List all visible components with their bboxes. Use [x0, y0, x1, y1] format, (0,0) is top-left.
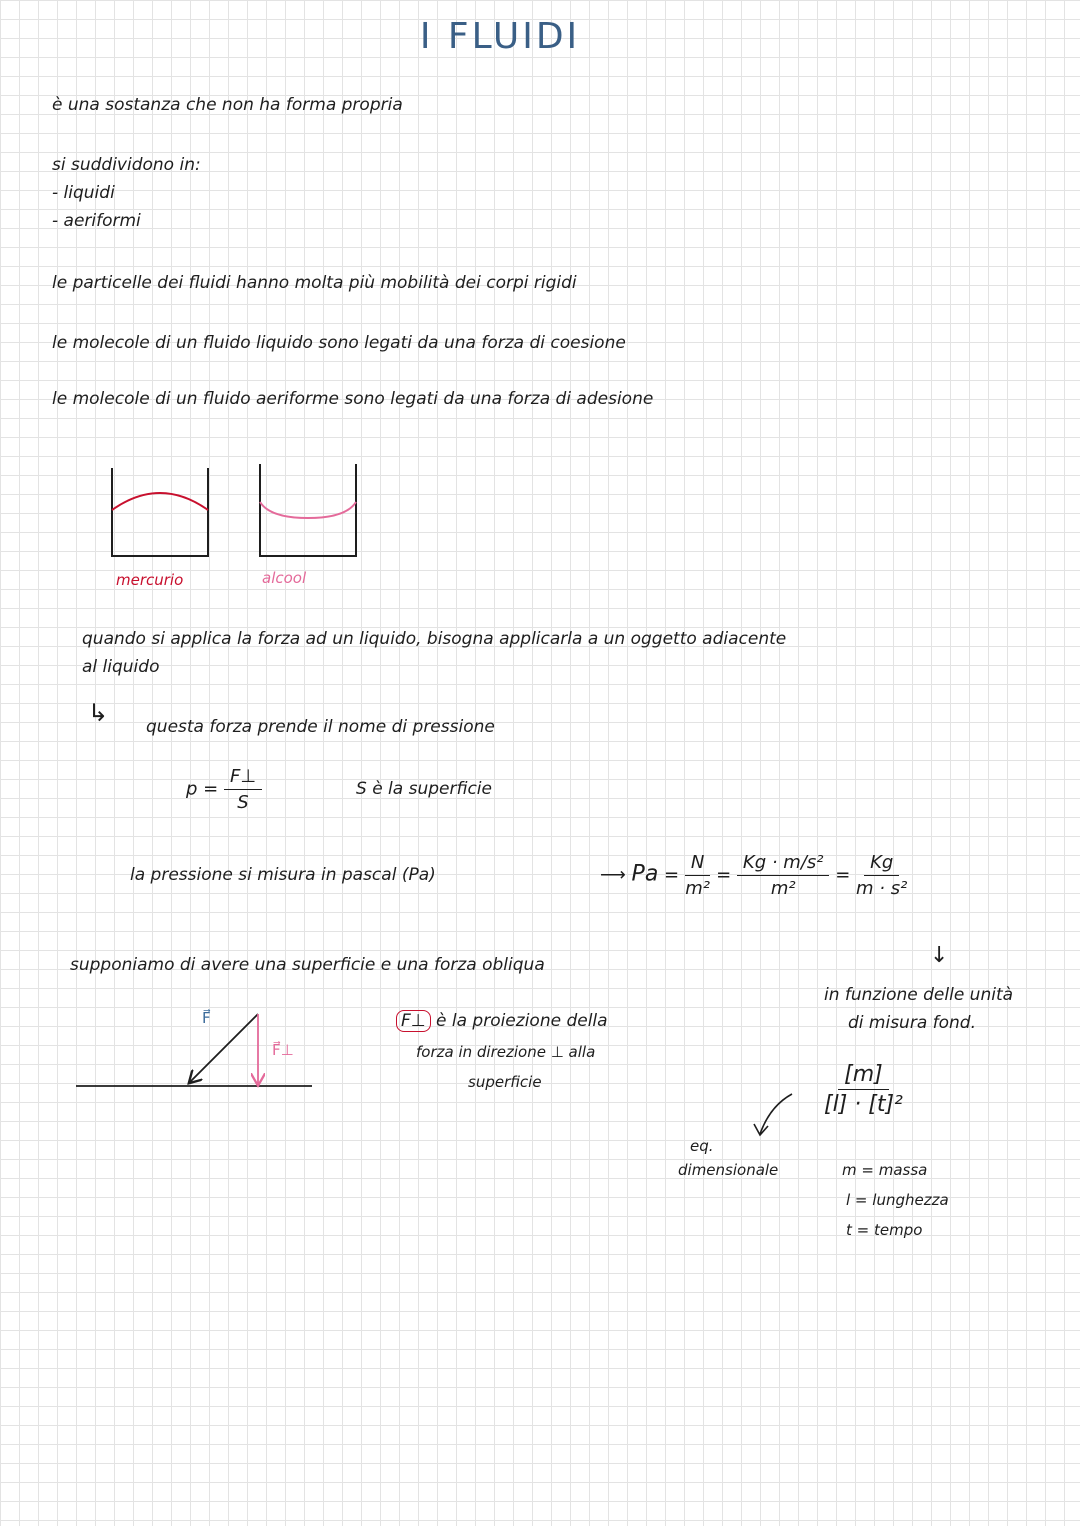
- legend-time: t = tempo: [846, 1221, 923, 1239]
- gas-molecules-text: le molecole di un fluido aeriforme sono legati da una forza di adesione: [52, 389, 654, 409]
- force-text-line-1: quando si applica la forza ad un liquido, bisogna applicarla a un oggetto adiacente: [82, 629, 787, 649]
- newton-num: N: [685, 852, 710, 876]
- pressure-numerator: F⊥: [224, 766, 262, 790]
- particles-text: le particelle dei fluidi hanno molta più mobilità dei corpi rigidi: [52, 273, 577, 293]
- units-arrow-icon: ⟶: [600, 864, 626, 886]
- equals-2: =: [716, 864, 732, 886]
- alcohol-label: alcool: [262, 569, 307, 587]
- list-item-liquids: - liquidi: [52, 183, 115, 203]
- projection-note-line-1: [396, 1012, 608, 1031]
- equals-3: =: [835, 864, 851, 886]
- alcohol-meniscus: [260, 502, 356, 518]
- suppose-text: supponiamo di avere una superficie e una forza obliqua: [70, 955, 545, 975]
- projection-note-text-1: è la proiezione della: [436, 1011, 608, 1031]
- units-chain: [600, 852, 907, 899]
- final-num: Kg: [864, 852, 899, 876]
- dimensional-fraction: [824, 1062, 903, 1117]
- list-item-gases: - aeriformi: [52, 211, 141, 231]
- legend-length: l = lunghezza: [846, 1191, 949, 1209]
- surface-note: S è la superficie: [356, 779, 492, 799]
- fundamental-text-2: di misura fond.: [848, 1013, 976, 1033]
- dimensional-label-1: eq.: [690, 1137, 714, 1155]
- projection-note-line-3: superficie: [468, 1073, 542, 1091]
- force-label: F⃗: [202, 1009, 211, 1027]
- mercury-label: mercurio: [116, 571, 184, 589]
- meniscus-diagram: [100, 462, 370, 562]
- perp-force-label: F⃗⊥: [272, 1041, 294, 1059]
- projection-note-line-2: forza in direzione ⊥ alla: [416, 1043, 596, 1061]
- pressure-formula: [186, 766, 262, 813]
- mercury-container: [112, 468, 208, 556]
- newton-fraction: [685, 852, 710, 899]
- dimensional-den: [l] · [t]²: [824, 1092, 903, 1117]
- newton-den: m²: [685, 878, 710, 899]
- mercury-meniscus: [112, 493, 208, 510]
- equals-1: =: [664, 864, 680, 886]
- dimensional-equation: [824, 1062, 903, 1117]
- hook-arrow-icon: ↳: [88, 699, 109, 727]
- final-den: m · s²: [856, 878, 908, 899]
- curved-arrow-icon: [750, 1090, 800, 1140]
- force-text-line-2: al liquido: [82, 657, 160, 677]
- oblique-force-vector: [190, 1014, 258, 1082]
- kg-den: m²: [770, 878, 796, 899]
- liquid-molecules-text: le molecole di un fluido liquido sono legati da una forza di coesione: [52, 333, 626, 353]
- definition-text: è una sostanza che non ha forma propria: [52, 95, 403, 115]
- dimensional-num: [m]: [838, 1062, 889, 1090]
- pressure-lhs: p =: [186, 778, 219, 800]
- legend-mass: m = massa: [842, 1161, 928, 1179]
- down-arrow-icon: ↓: [930, 943, 949, 968]
- kg-fraction: [737, 852, 830, 899]
- pascal-text: la pressione si misura in pascal (Pa): [130, 865, 436, 885]
- dimensional-label-2: dimensionale: [678, 1161, 779, 1179]
- pressure-denominator: S: [237, 792, 249, 813]
- fperp-boxed: F⊥: [396, 1010, 431, 1032]
- pressure-name-text: questa forza prende il nome di pressione: [146, 717, 495, 737]
- page-title: I FLUIDI: [419, 16, 581, 57]
- pressure-fraction: [224, 766, 262, 813]
- fundamental-text-1: in funzione delle unità: [824, 985, 1014, 1005]
- final-fraction: [856, 852, 907, 899]
- subdivide-text: si suddividono in:: [52, 155, 201, 175]
- pa-symbol: Pa: [631, 861, 659, 887]
- kg-num: Kg · m/s²: [737, 852, 830, 876]
- alcohol-container: [260, 464, 356, 556]
